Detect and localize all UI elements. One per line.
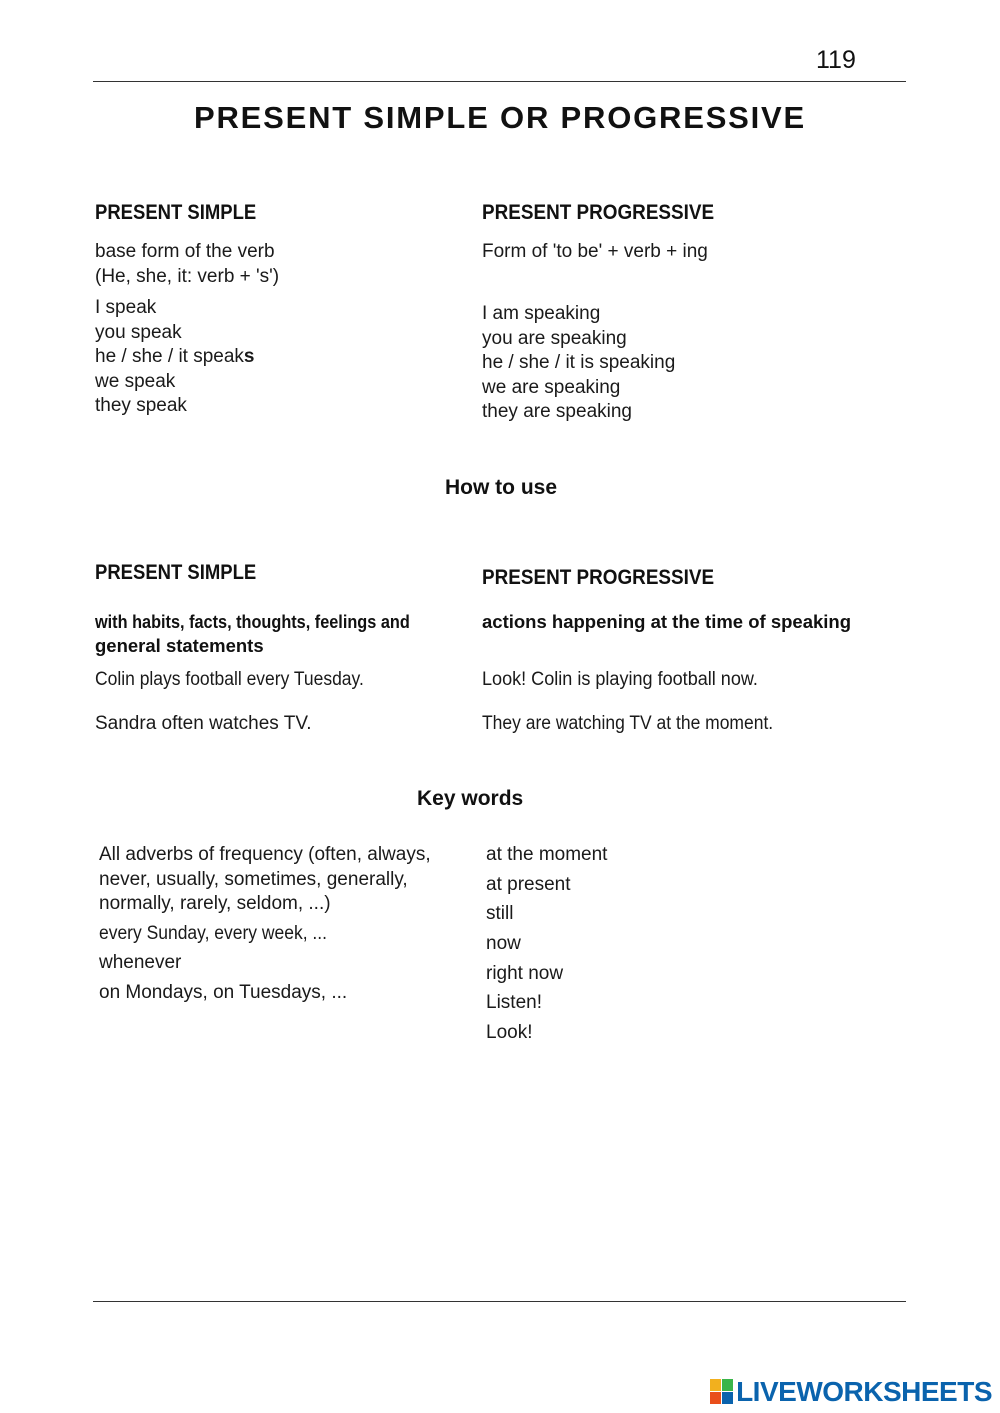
kw-progressive-item: at the moment — [486, 844, 608, 865]
kw-progressive-item: at present — [486, 873, 571, 895]
kw-simple-line-5: whenever — [99, 952, 182, 973]
usage-simple-description — [95, 610, 453, 658]
kw-progressive-item: still — [486, 903, 514, 925]
usage-progressive-example-2: They are watching TV at the moment. — [482, 713, 774, 734]
simple-rule-line-1: base form of the verb — [95, 241, 275, 262]
progressive-conj-he: he / she / it is speaking — [482, 352, 676, 373]
page-title: PRESENT SIMPLE OR PROGRESSIVE — [193, 100, 807, 135]
kw-simple-line-2: never, usually, sometimes, generally, — [99, 868, 408, 890]
progressive-conj-we: we are speaking — [482, 376, 621, 398]
key-words-heading: Key words — [417, 787, 524, 810]
kw-simple-line-3: normally, rarely, seldom, ...) — [99, 893, 331, 914]
kw-simple-line-6: on Mondays, on Tuesdays, ... — [99, 981, 348, 1003]
simple-form-heading: PRESENT SIMPLE — [95, 201, 257, 224]
simple-conj-i: I speak — [95, 297, 157, 318]
kw-progressive-item: right now — [486, 962, 564, 984]
progressive-form-heading: PRESENT PROGRESSIVE — [482, 201, 715, 224]
usage-progressive-description: actions happening at the time of speaking — [482, 611, 852, 632]
usage-simple-line-1: with habits, facts, thoughts, feelings and — [95, 611, 410, 632]
liveworksheets-logo[interactable] — [710, 1376, 992, 1408]
bottom-divider — [93, 1301, 906, 1302]
usage-simple-example-1: Colin plays football every Tuesday. — [95, 669, 364, 690]
kw-progressive-item: Look! — [486, 1022, 533, 1044]
usage-simple-example-2: Sandra often watches TV. — [95, 713, 312, 734]
usage-simple-heading: PRESENT SIMPLE — [95, 561, 257, 584]
kw-simple-line-4: every Sunday, every week, ... — [99, 922, 328, 944]
simple-conj-he — [95, 345, 255, 370]
simple-conj-he-stem: he / she / it speak — [95, 346, 244, 367]
simple-conj-we: we speak — [95, 370, 176, 392]
simple-rule-line-2: (He, she, it: verb + 's') — [95, 265, 280, 287]
page-number: 119 — [816, 46, 856, 74]
simple-conj-he-suffix: s — [243, 346, 255, 367]
kw-simple-line-1: All adverbs of frequency (often, always, — [99, 844, 431, 865]
progressive-conj-you: you are speaking — [482, 327, 627, 349]
kw-progressive-item: Listen! — [486, 992, 542, 1014]
logo-mark-icon — [710, 1379, 734, 1405]
key-words-progressive — [486, 844, 607, 1052]
key-words-simple — [99, 843, 431, 1005]
progressive-conj-i: I am speaking — [482, 303, 601, 324]
progressive-conjugation — [482, 302, 675, 425]
usage-simple-line-2: general statements — [95, 635, 264, 656]
how-to-use-heading: How to use — [445, 476, 558, 499]
simple-conj-they: they speak — [95, 395, 187, 416]
usage-progressive-heading: PRESENT PROGRESSIVE — [482, 566, 715, 589]
simple-conj-you: you speak — [95, 321, 182, 343]
logo-text: LIVEWORKSHEETS — [736, 1376, 992, 1407]
progressive-form-rule: Form of 'to be' + verb + ing — [482, 241, 708, 262]
top-divider — [93, 81, 906, 82]
simple-conjugation — [95, 296, 255, 419]
usage-progressive-example-1: Look! Colin is playing football now. — [482, 669, 758, 690]
simple-form-rule — [95, 240, 279, 289]
kw-progressive-item: now — [486, 933, 521, 955]
progressive-conj-they: they are speaking — [482, 401, 632, 422]
